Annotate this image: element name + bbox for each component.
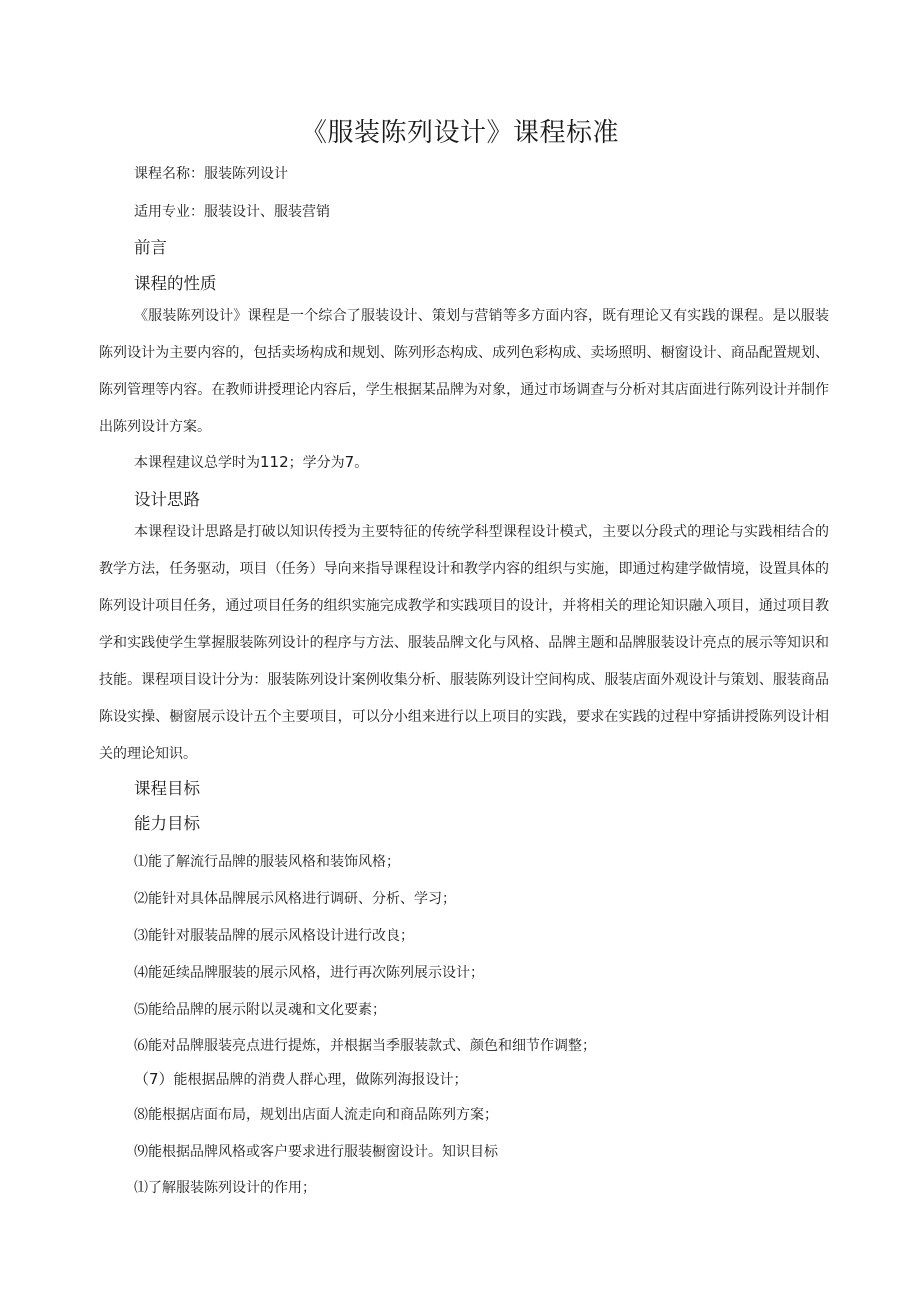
item-7-number: （7） <box>134 1070 174 1088</box>
ability-item: ⑸能给品牌的展示附以灵魂和文化要素； <box>134 1002 386 1018</box>
ability-item: ⑷能延续品牌服装的展示风格，进行再次陈列展示设计； <box>134 965 484 981</box>
item-7-text: 能根据品牌的消费人群心理，做陈列海报设计； <box>173 1072 468 1088</box>
hours-prefix: 本课程建议总学时为 <box>134 455 260 471</box>
ability-item: ⑵能针对具体品牌展示风格进行调研、分析、学习； <box>134 891 456 907</box>
ability-item: ⑴能了解流行品牌的服装风格和装饰风格； <box>134 854 400 870</box>
design-paragraph: 本课程设计思路是打破以知识传授为主要特征的传统学科型课程设计模式，主要以分段式的理论与实践相结合的教学方法，任务驱动，项目（任务）导向来指导课程设计和教学内容的组织与实施，即通过构建学做情境，设置具体的陈列设计项目任务，通过项目任务的组织实施完成教学和实践项目的设计，并将相关的理论知识融入项目，通过项目教学和实践使学生掌握服装陈列设计的程序与方法、服装品牌文化与风格、品牌主题和品牌服装设计亮点的展示等知识和技能。课程项目设计分为：服装陈列设计案例收集分析、服装陈列设计空间构成、服装店面外观设计与策划、服装商品陈设实操、橱窗展示设计五个主要项目，可以分小组来进行以上项目的实践，要求在实践的过程中穿插讲授陈列设计相关的理论知识。 <box>99 524 829 762</box>
course-name-line: 课程名称：服装陈列设计 <box>134 166 288 182</box>
nature-paragraph: 《服装陈列设计》课程是一个综合了服装设计、策划与营销等多方面内容，既有理论又有实践的课程。是以服装陈列设计为主要内容的，包括卖场构成和规划、陈列形态构成、成列色彩构成、卖场照明、橱窗设计、商品配置规划、陈列管理等内容。在教师讲授理论内容后，学生根据某品牌为对象，通过市场调查与分析对其店面进行陈列设计并制作出陈列设计方案。 <box>99 308 829 435</box>
hours-middle: ；学分为 <box>288 455 345 471</box>
ability-item-7 <box>134 1068 468 1089</box>
ability-item: ⑼能根据品牌风格或客户要求进行服装橱窗设计。知识目标 <box>134 1144 498 1160</box>
hours-suffix: 。 <box>354 455 369 471</box>
heading-goals: 课程目标 <box>134 779 200 798</box>
heading-ability: 能力目标 <box>134 814 200 833</box>
heading-design: 设计思路 <box>134 490 200 509</box>
knowledge-item: ⑴了解服装陈列设计的作用； <box>134 1180 316 1196</box>
document-title: 《服装陈列设计》课程标准 <box>300 118 619 148</box>
hours-line <box>134 452 368 472</box>
ability-item: ⑶能针对服装品牌的展示风格设计进行改良； <box>134 928 414 944</box>
ability-item: ⑹能对品牌服装亮点进行提炼，并根据当季服装款式、颜色和细节作调整； <box>134 1038 596 1054</box>
heading-preface: 前言 <box>134 238 167 257</box>
heading-nature: 课程的性质 <box>134 274 217 293</box>
ability-item: ⑻能根据店面布局，规划出店面人流走向和商品陈列方案； <box>134 1107 498 1123</box>
credit-value: 7 <box>344 453 355 471</box>
hours-value: 112 <box>260 453 289 471</box>
major-line: 适用专业：服装设计、服装营销 <box>134 204 330 220</box>
